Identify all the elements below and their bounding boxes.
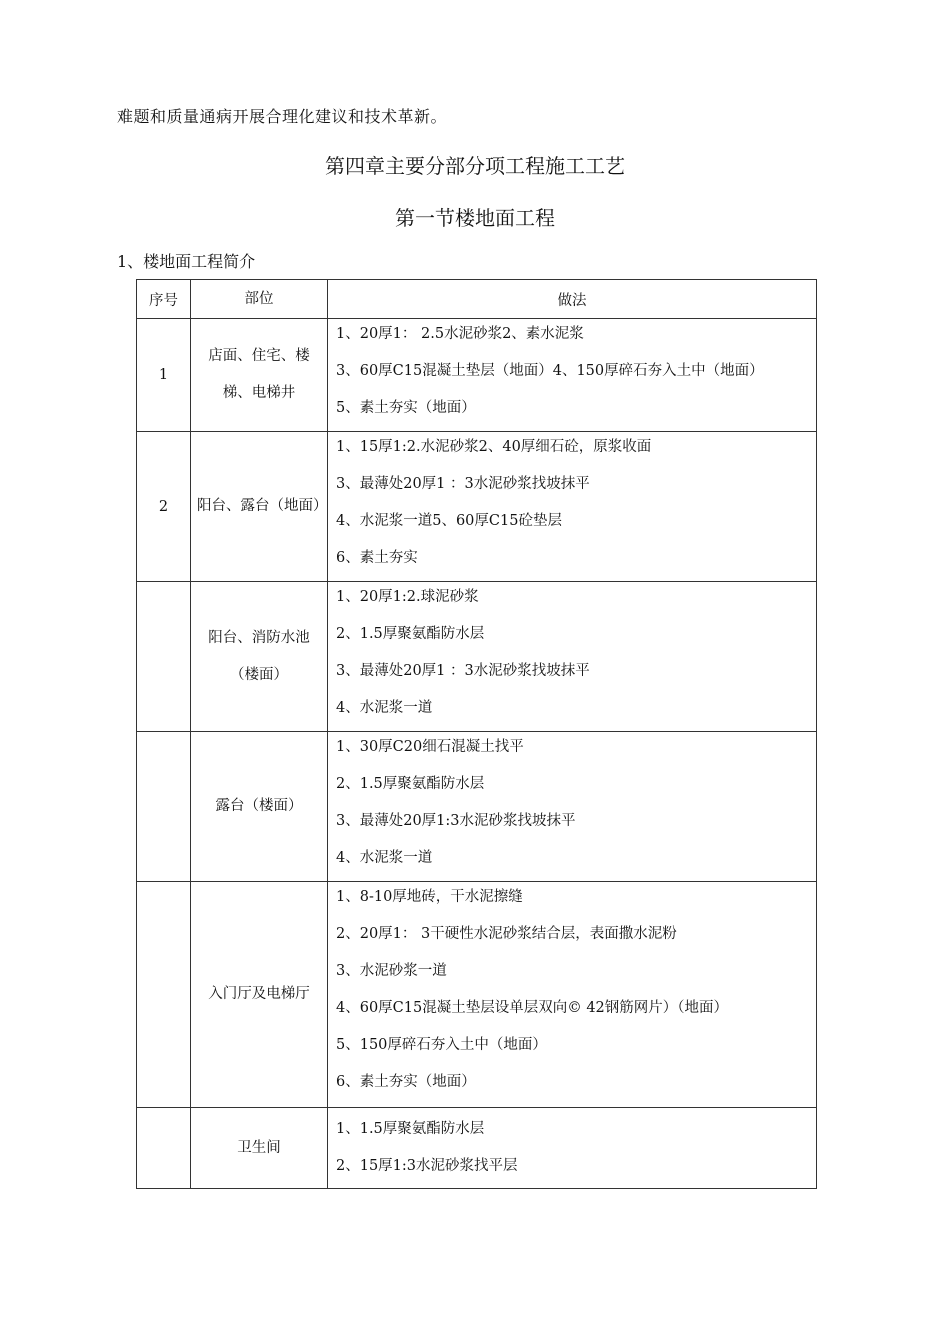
step: 4、水泥浆一道 [336,700,433,716]
header-part: 部位 [191,280,328,319]
step: 1、15厚1:2.水泥砂浆2、40厚细石砼，原浆收面 [336,439,652,455]
header-method: 做法 [328,280,817,319]
table-row [137,882,817,1108]
step: 1、1.5厚聚氨酯防水层 [336,1121,485,1137]
step: 3、水泥砂浆一道 [336,963,447,979]
row-steps [328,732,817,882]
row-no [137,582,191,732]
row-no [137,882,191,1108]
step: 1、20厚1： 2.5水泥砂浆2、素水泥浆 [336,326,584,342]
subheading: 1、楼地面工程简介 [117,252,256,271]
row-no: 2 [137,432,191,582]
step: 2、15厚1:3水泥砂浆找平层 [336,1158,518,1174]
row-part: 店面、住宅、楼梯、电梯井 [191,319,328,432]
row-steps [328,432,817,582]
step: 5、150厚碎石夯入土中（地面） [336,1037,547,1053]
step: 3、最薄处20厚1 ：3水泥砂浆找坡抹平 [336,663,590,679]
table-row [137,432,817,582]
step: 1、30厚C20细石混凝土找平 [336,739,524,755]
row-part: 露台（楼面） [191,732,328,882]
intro-line: 难题和质量通病开展合理化建议和技术革新。 [117,107,448,126]
row-steps [328,1108,817,1189]
table-row [137,732,817,882]
step: 5、素土夯实（地面） [336,400,476,416]
step: 4、水泥浆一道 [336,850,433,866]
step: 2、1.5厚聚氨酯防水层 [336,626,485,642]
row-part: 阳台、露台（地面） [191,432,328,582]
row-steps [328,582,817,732]
table-row [137,319,817,432]
header-no: 序号 [137,280,191,319]
row-steps [328,319,817,432]
step: 3、最薄处20厚1:3水泥砂浆找坡抹平 [336,813,576,829]
step: 3、最薄处20厚1 ：3水泥砂浆找坡抹平 [336,476,590,492]
step: 1、8-10厚地砖，干水泥擦缝 [336,889,523,905]
row-part: 卫生间 [191,1108,328,1189]
step: 6、素土夯实（地面） [336,1074,476,1090]
step: 4、60厚C15混凝土垫层设单层双向© 42钢筋网片）（地面） [336,1000,729,1016]
floor-works-table [136,279,817,1189]
step: 6、素土夯实 [336,550,418,566]
table-row [137,1108,817,1189]
step: 2、20厚1： 3干硬性水泥砂浆结合层，表面撒水泥粉 [336,926,677,942]
table-header-row [137,280,817,319]
chapter-title: 第四章主要分部分项工程施工工艺 [325,154,625,178]
row-no: 1 [137,319,191,432]
step: 3、60厚C15混凝土垫层（地面）4、150厚碎石夯入土中（地面） [336,363,764,379]
step: 4、水泥浆一道5、60厚C15砼垫层 [336,513,562,529]
row-part: 阳台、消防水池（楼面） [191,582,328,732]
step: 1、20厚1:2.球泥砂浆 [336,589,479,605]
row-no [137,1108,191,1189]
section-title: 第一节楼地面工程 [395,206,555,230]
table-row [137,582,817,732]
row-no [137,732,191,882]
row-steps [328,882,817,1108]
step: 2、1.5厚聚氨酯防水层 [336,776,485,792]
row-part: 入门厅及电梯厅 [191,882,328,1108]
